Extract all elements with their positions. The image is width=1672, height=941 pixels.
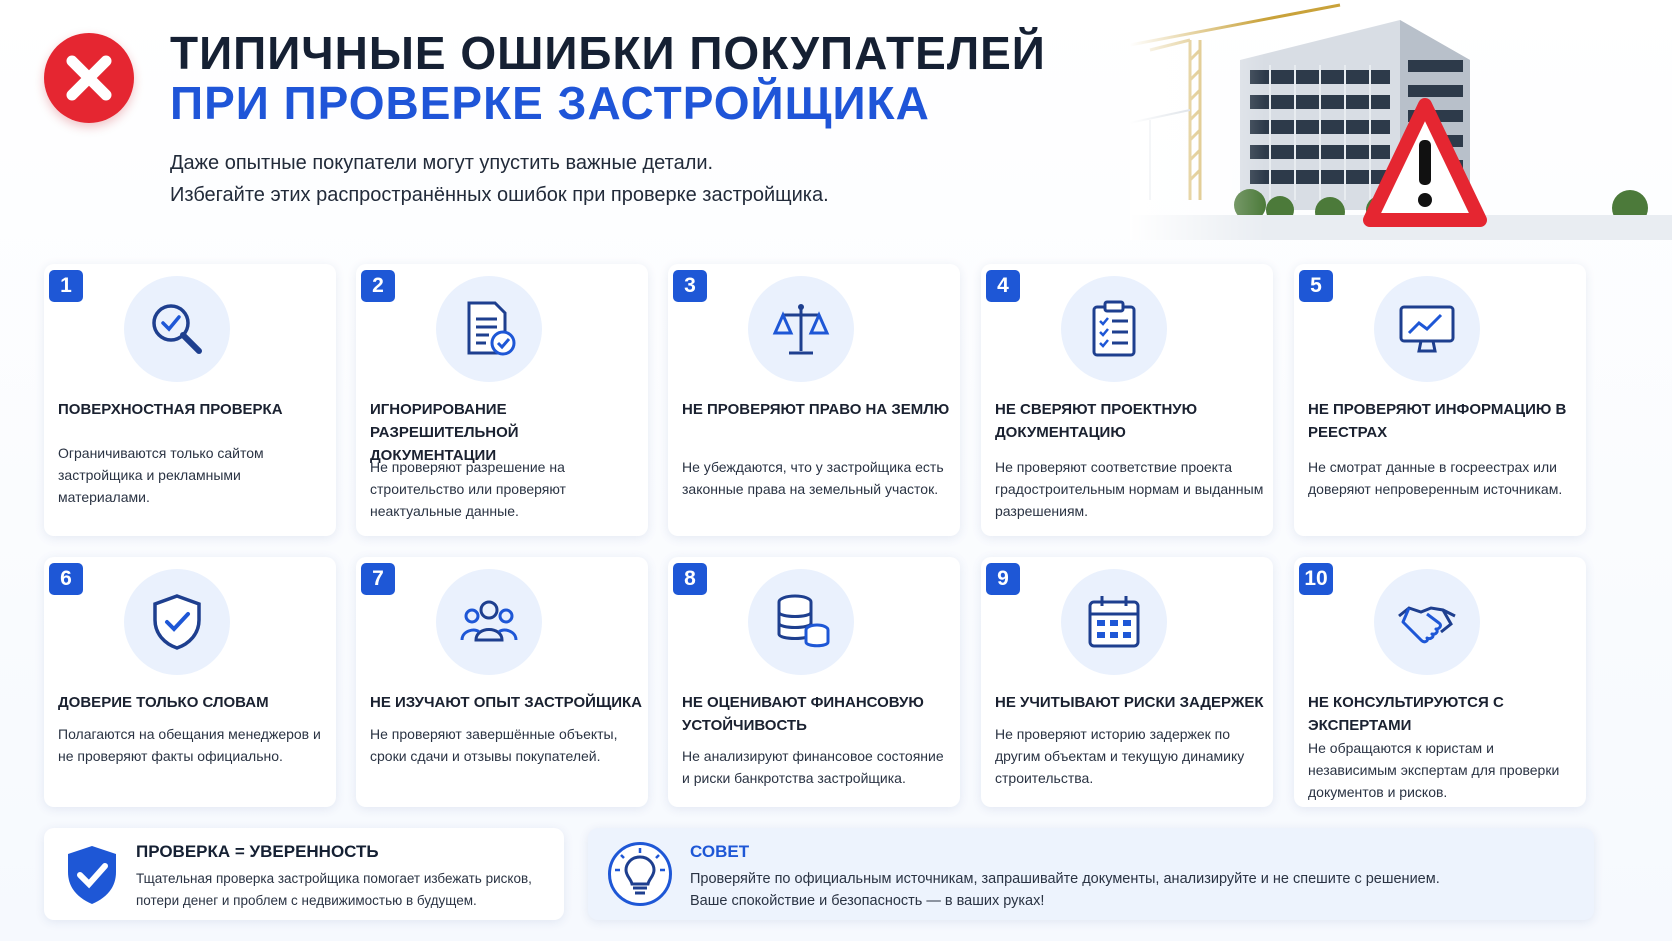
card-number: 1 <box>49 270 83 302</box>
footer-confidence-panel <box>44 828 564 920</box>
card-number: 9 <box>986 563 1020 595</box>
card-text: Ограничиваются только сайтом застройщика и рекламными материалами. <box>58 445 264 505</box>
card-number: 7 <box>361 563 395 595</box>
card-number: 3 <box>673 270 707 302</box>
card-title: НЕ ПРОВЕРЯЮТ ИНФОРМАЦИЮ В РЕЕСТРАХ <box>1308 401 1567 441</box>
card-title: НЕ ПРОВЕРЯЮТ ПРАВО НА ЗЕМЛЮ <box>682 401 950 418</box>
handshake-icon <box>1374 569 1480 675</box>
people-group-icon <box>436 569 542 675</box>
error-x-icon <box>44 33 134 123</box>
building-warning-illustration <box>1130 0 1672 240</box>
mistake-card-10 <box>1294 557 1586 807</box>
footer-right-line1: Проверяйте по официальным источникам, запрашивайте документы, анализируйте и не спешите с решением. <box>690 871 1440 887</box>
card-title: НЕ КОНСУЛЬТИРУЮТСЯ С ЭКСПЕРТАМИ <box>1308 694 1504 734</box>
footer-right-title: СОВЕТ <box>690 842 750 861</box>
footer-advice-panel <box>588 828 1594 920</box>
card-text: Не проверяют историю задержек по другим объектам и текущую динамику строительства. <box>995 726 1245 786</box>
mistake-card-8 <box>668 557 960 807</box>
document-check-icon <box>436 276 542 382</box>
card-title: ИГНОРИРОВАНИЕ РАЗРЕШИТЕЛЬНОЙ ДОКУМЕНТАЦИИ <box>370 401 519 464</box>
card-title: ДОВЕРИЕ ТОЛЬКО СЛОВАМ <box>58 694 269 711</box>
shield-check-icon <box>124 569 230 675</box>
coins-stack-icon <box>748 569 854 675</box>
shield-check-icon <box>64 844 120 911</box>
card-text: Полагаются на обещания менеджеров и не проверяют факты официально. <box>58 726 321 764</box>
card-text: Не обращаются к юристам и независимым экспертам для проверки документов и рисков. <box>1308 740 1560 800</box>
mistake-card-2 <box>356 264 648 536</box>
card-number: 4 <box>986 270 1020 302</box>
card-text: Не смотрат данные в госреестрах или доверяют непроверенным источникам. <box>1308 459 1563 497</box>
card-number: 2 <box>361 270 395 302</box>
card-number: 10 <box>1299 563 1333 595</box>
card-title: НЕ УЧИТЫВАЮТ РИСКИ ЗАДЕРЖЕК <box>995 694 1264 711</box>
page-title-line1: ТИПИЧНЫЕ ОШИБКИ ПОКУПАТЕЛЕЙ <box>170 27 1046 79</box>
card-title: НЕ СВЕРЯЮТ ПРОЕКТНУЮ ДОКУМЕНТАЦИЮ <box>995 401 1198 441</box>
subtitle-line1: Даже опытные покупатели могут упустить важные детали. <box>170 152 714 174</box>
footer-left-title: ПРОВЕРКА = УВЕРЕННОСТЬ <box>136 842 379 861</box>
card-title: ПОВЕРХНОСТНАЯ ПРОВЕРКА <box>58 401 283 418</box>
card-text: Не проверяют разрешение на строительство или проверяют неактуальные данные. <box>370 459 566 519</box>
card-number: 6 <box>49 563 83 595</box>
mistake-card-6 <box>44 557 336 807</box>
subtitle-line2: Избегайте этих распространённых ошибок при проверке застройщика. <box>170 184 829 206</box>
magnifier-check-icon <box>124 276 230 382</box>
card-number: 5 <box>1299 270 1333 302</box>
footer-left-line2: потери денег и проблем с недвижимостью в будущем. <box>136 893 477 908</box>
lightbulb-icon <box>608 842 672 906</box>
page-title-line2: ПРИ ПРОВЕРКЕ ЗАСТРОЙЩИКА <box>170 77 930 129</box>
footer-right-line2: Ваше спокойствие и безопасность — в ваших руках! <box>690 893 1045 909</box>
card-text: Не проверяют соответствие проекта градостроительным нормам и выданным разрешениям. <box>995 459 1264 519</box>
monitor-chart-icon <box>1374 276 1480 382</box>
footer-left-line1: Тщательная проверка застройщика помогает избежать рисков, <box>136 871 532 886</box>
scales-icon <box>748 276 854 382</box>
card-title: НЕ ИЗУЧАЮТ ОПЫТ ЗАСТРОЙЩИКА <box>370 694 642 711</box>
mistake-card-1 <box>44 264 336 536</box>
calendar-icon <box>1061 569 1167 675</box>
card-text: Не проверяют завершённые объекты, сроки сдачи и отзывы покупателей. <box>370 726 618 764</box>
mistake-card-3 <box>668 264 960 536</box>
card-text: Не анализируют финансовое состояние и риски банкротства застройщика. <box>682 748 944 786</box>
mistake-card-9 <box>981 557 1273 807</box>
mistake-card-4 <box>981 264 1273 536</box>
card-text: Не убеждаются, что у застройщика есть законные права на земельный участок. <box>682 459 944 497</box>
card-title: НЕ ОЦЕНИВАЮТ ФИНАНСОВУЮ УСТОЙЧИВОСТЬ <box>682 694 924 734</box>
clipboard-checklist-icon <box>1061 276 1167 382</box>
mistake-card-7 <box>356 557 648 807</box>
card-number: 8 <box>673 563 707 595</box>
mistake-card-5 <box>1294 264 1586 536</box>
